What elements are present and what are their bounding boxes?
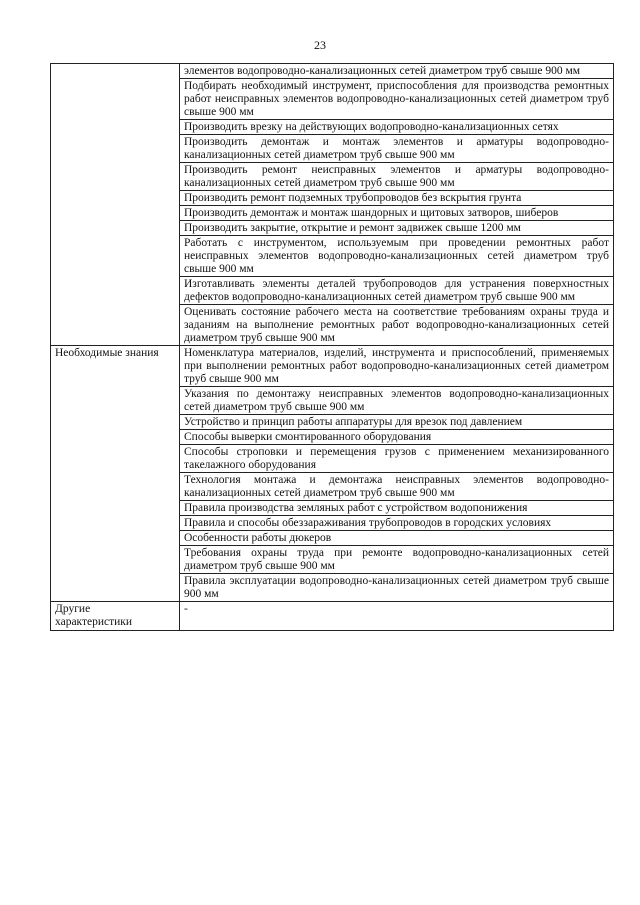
section-heading: Другие характеристики xyxy=(55,603,133,628)
table-cell: Особенности работы дюкеров xyxy=(180,531,614,546)
table-cell: Производить демонтаж и монтаж элементов и арматуры водопроводно-канализационных сетей диаметром труб свыше 900 мм xyxy=(180,135,614,163)
table-row xyxy=(51,64,614,79)
table-cell: Работать с инструментом, используемым при проведении ремонтных работ неисправных элементов водопроводно-канализационных сетей диаметром труб свыше 900 мм xyxy=(180,236,614,277)
table-cell: Производить врезку на действующих водопроводно-канализационных сетях xyxy=(180,120,614,135)
table-cell: Правила и способы обеззараживания трубопроводов в городских условиях xyxy=(180,516,614,531)
table-cell: Технология монтажа и демонтажа неисправных элементов водопроводно-канализационных сетей диаметром труб свыше 900 мм xyxy=(180,473,614,501)
table-cell: Номенклатура материалов, изделий, инструмента и приспособлений, применяемых при выполнении ремонтных работ водопроводно-канализационных сетей диаметром труб свыше 900 мм xyxy=(180,346,614,387)
qualification-table xyxy=(50,63,614,631)
table-cell: Производить ремонт неисправных элементов и арматуры водопроводно-канализационных сетей диаметром труб свыше 900 мм xyxy=(180,163,614,191)
table-cell: Производить демонтаж и монтаж шандорных и щитовых затворов, шиберов xyxy=(180,206,614,221)
section-heading-cell xyxy=(51,346,180,602)
table-cell: - xyxy=(180,602,614,631)
page-number: 23 xyxy=(314,38,326,52)
table-cell: Указания по демонтажу неисправных элементов водопроводно-канализационных сетей диаметром труб свыше 900 мм xyxy=(180,387,614,415)
table-cell: элементов водопроводно-канализационных сетей диаметром труб свыше 900 мм xyxy=(180,64,614,79)
table-cell: Способы выверки смонтированного оборудования xyxy=(180,430,614,445)
table-row xyxy=(51,602,614,631)
table-cell: Производить ремонт подземных трубопроводов без вскрытия грунта xyxy=(180,191,614,206)
section-heading: Необходимые знания xyxy=(55,347,159,359)
table-cell: Правила производства земляных работ с устройством водопонижения xyxy=(180,501,614,516)
table-cell: Оценивать состояние рабочего места на соответствие требованиям охраны труда и заданиям на выполнение ремонтных работ водопроводно-канализационных сетей диаметром труб свыше 900 мм xyxy=(180,305,614,346)
table-cell: Правила эксплуатации водопроводно-канализационных сетей диаметром труб свыше 900 мм xyxy=(180,574,614,602)
table-row xyxy=(51,346,614,387)
table-cell: Изготавливать элементы деталей трубопроводов для устранения поверхностных дефектов водопроводно-канализационных сетей диаметром труб свыше 900 мм xyxy=(180,277,614,305)
table-cell: Требования охраны труда при ремонте водопроводно-канализационных сетей диаметром труб свыше 900 мм xyxy=(180,546,614,574)
table-cell: Устройство и принцип работы аппаратуры для врезок под давлением xyxy=(180,415,614,430)
table-cell: Способы строповки и перемещения грузов с применением механизированного такелажного оборудования xyxy=(180,445,614,473)
section-heading-cell xyxy=(51,602,180,631)
table-cell: Производить закрытие, открытие и ремонт задвижек свыше 1200 мм xyxy=(180,221,614,236)
table-cell: Подбирать необходимый инструмент, приспособления для производства ремонтных работ неисправных элементов водопроводно-канализационных сетей диаметром труб свыше 900 мм xyxy=(180,79,614,120)
section-heading-cell xyxy=(51,64,180,346)
